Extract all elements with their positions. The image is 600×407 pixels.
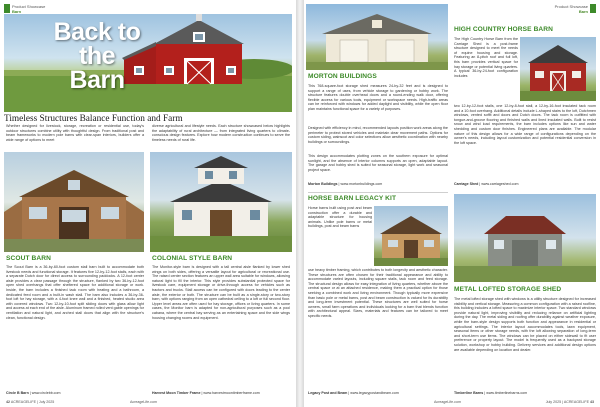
page-title: Back to the Barn	[53, 18, 141, 94]
red-barn-illustration	[4, 14, 292, 112]
left-footer: 42 ACREAGELIFE | July 2025	[6, 400, 55, 404]
legacy-body-wide: use heavy timber framing, which contributes to both longevity and aesthetic character. These structures are often chosen for their traditional appearance and ability to accommodate varied layouts, including square stalls, tack room and feed storage. The structural design allows for easy integration of living quarters, whether above the central space or at an attached residence, making them a practical option for those seeking a combined work and living environment. Though typically more expensive than basic pole or metal barns, post and beam construction is valued for its durability and long-term investment potential. These structures are well suited for horse owners, small farm operations and individuals looking for a barn that blends function with architectural appeal. Sizes, materials and features can be tailored to meet specific needs.	[308, 268, 448, 318]
morton-body-p3: This design accommodates plotting zones on the southern exposure for optimal sunlight, and the absence of interior columns supports an open, adaptable layout. The garage and hobby shed is suited for seasonal storage, light work and seasonal project space.	[308, 154, 448, 172]
right-header-magazine: Product Showcase	[554, 4, 588, 9]
right-footer-site: AcreageLife.com	[434, 400, 461, 404]
high-country-credit-url[interactable]: www.carriageshed.com	[481, 182, 519, 186]
metal-heading: METAL LOFTED STORAGE SHED	[454, 286, 562, 293]
legacy-body-narrow: Horse barns built using post and beam construction offer a durable and adaptable structure for housing animals. Unlike pole barns or metal buildings, post and beam barns	[308, 206, 372, 229]
divider-morton	[308, 192, 448, 193]
high-country-heading: HIGH COUNTRY HORSE BARN	[454, 26, 554, 33]
right-page	[304, 0, 600, 407]
left-header	[12, 4, 45, 14]
garage-shed-illustration	[306, 4, 448, 70]
colonial-credit-name: Harvest Moon Timber Frame	[152, 391, 201, 395]
high-country-body-wide: two 12-by-12-foot stalls, one 12-by-8-foot stall, a 12-by-16-foot insulated tack room and a 10-foot overhang. Additional details include L-shaped stairs to the loft, Dutchmen windows, vented soffit and doors and Dutch doors. The tack room is outfitted with tongue-and-groove flooring and finished walls and lined insulated walls. Built to resist snow and wind load requirements, the barn includes options like sun and water shedding and custom door finishes. Engineered plans are available. The modular nature of this design allows for a wide range of configurations depending on the owner's needs, including layout customization and potential residential conversion in the loft space.	[454, 104, 596, 145]
left-footer-page: 42	[6, 400, 10, 404]
metal-shed-illustration	[454, 194, 596, 282]
legacy-credit-url[interactable]: www.legacypostandbeam.com	[350, 391, 399, 395]
morton-heading: MORTON BUILDINGS	[308, 73, 377, 80]
colonial-body: The Monitor-style barn is designed with a tall central aisle flanked by lower shed wings on both sides, offering a versatile layout for agricultural or recreational use. The raised center section features an upper wall area suitable for windows, allowing natural light to fill the interior. This style provides substantial protected space for livestock care, equipment storage or drive-through access for vehicles such as tractors and trucks. Stall access can be configured with doors leading to the center aisle, the exterior or both. The structure can be built as a single-story or two-story barn, with options ranging from an open cathedral ceiling to a loft or full second floor. Upper level areas are often used for hay storage, offices or living quarters. In some cases, the Monitor barn is adapted for non-agricultural purposes such as a pool cabana, where the central bay serving as an entertaining space and the side wings housing changing rooms and equipment.	[152, 265, 290, 320]
left-footer-mag: ACREAGELIFE	[10, 400, 36, 404]
scout-body: The Scout Barn is a 36-by-60-foot custom stall barn built to accommodate both livestock needs and functional storage. It features five 12-by-12-foot stalls, each with a separate Dutch door for direct access to surrounding paddocks. A 12-foot center aisle provides a clear passage through the structure, flanked by two 36-by-12-foot open shed overhangs that offer sheltered space for additional storage or work. Inside, the barn includes a finished tack room with heating and a bathroom, a dedicated feed room and a built-in wash stall. The barn also includes a 36-by-36-foot loft for hay storage, with a 4-foot knee wall and a finished, heated studio area with covered windows. Two 12-by-10-foot split sliding doors with glass allow light and access at each end of the aisle. Aluminum framed rolled vent gable openings for ventilation and natural light, and arched stall doors that align with the structure's clean, functional design.	[6, 265, 144, 320]
spine-gutter	[296, 0, 304, 407]
left-header-magazine: Product Showcase	[12, 4, 46, 9]
right-header	[555, 4, 588, 14]
metal-credit-url[interactable]: www.timberlinebarns.com	[486, 391, 528, 395]
right-footer-mag: ACREAGELIFE	[563, 400, 589, 404]
intro-text-col1: Whether designed for livestock, storage, recreation or residential use, today's outdoor structures combine utility with thoughtful design. From traditional post and beam frameworks to modern pole barns with clear-span interiors, builders offer a wide range of options to meet	[6, 124, 144, 142]
scout-credit: Circle B Barn | www.circlebb.com	[6, 391, 61, 395]
hero-photo	[4, 14, 292, 112]
high-country-photo	[520, 37, 596, 101]
legacy-credit: Legacy Post and Beam | www.legacypostandbeam.com	[308, 391, 399, 395]
morton-credit-name: Morton Buildings	[308, 182, 338, 186]
morton-credit-url[interactable]: www.mortonbuildings.com	[340, 182, 383, 186]
colonial-barn-photo	[150, 152, 292, 252]
timber-barn-illustration	[4, 152, 144, 252]
metal-credit: Timberline Barns | www.timberlinebarns.com	[454, 391, 528, 395]
section-tag-marker-right	[590, 4, 596, 13]
right-header-section: Barn	[578, 9, 588, 14]
scout-heading: SCOUT BARN	[6, 255, 51, 262]
colonial-barn-illustration	[150, 152, 292, 252]
left-header-section: Barn	[12, 9, 22, 14]
section-tag-marker	[4, 4, 10, 13]
high-country-credit: Carriage Shed | www.carriageshed.com	[454, 182, 519, 186]
high-country-body-narrow: The High Country Horse Barn from the Carriage Shed is a post-frame structure designed to meet the needs of equine housing and storage. Featuring an 8-pitch roof and full loft, this barn provides vertical space for hay storage or potential living quarters. A typical 36-by-24-foot configuration includes	[454, 37, 518, 78]
colonial-credit: Harvest Moon Timber Frame | www.harvestmoontimberframe.com	[152, 391, 260, 395]
left-footer-date: July 2025	[38, 400, 55, 404]
morton-body-p1: This 768-square-foot storage shed measures 24-by-32 feet and is designed to support a range of uses, from vehicle storage to gardening or hobby work. The structure features double overhead doors and a round-ending walk door, offering flexible access for various tools, equipment or workspace needs. High-traffic areas can be reinforced with windows for added daylight and visibility, while the open floor plan maintains functional space for a variety of purposes.	[308, 84, 448, 111]
timber-horse-barn-illustration	[374, 206, 448, 266]
page-subtitle: Timeless Structures Balance Function and Farm	[4, 114, 183, 124]
metal-body: The metal lofted storage shed with windows is a utility structure designed for increased visibility and vertical storage. Measuring a common configuration with a raised roofline, this building includes a lofted space to maximize interior space. Two standard windows provide natural light, improving visibility and reducing reliance on artificial lighting during the day. The metal siding and roofing offer durability against weather exposure, while the barn-style design supports both function and appearance in residential or agricultural settings. The interior layout accommodates tools, lawn equipment, seasonal items or other storage needs, with the loft allowing separation of long-term and short-term use items. The windows can be placed on either sidewall to fit user preference or property layout. The model is frequently used as a backyard storage solution, workshop or hobby building. Delivery services and additional design options are available depending on location and dealer.	[454, 297, 596, 352]
legacy-heading: HORSE BARN LEGACY KIT	[308, 195, 397, 202]
left-page	[0, 0, 296, 407]
legacy-credit-name: Legacy Post and Beam	[308, 391, 348, 395]
morton-photo	[306, 4, 448, 70]
metal-credit-name: Timberline Barns	[454, 391, 484, 395]
high-country-credit-name: Carriage Shed	[454, 182, 479, 186]
metal-shed-photo	[454, 194, 596, 282]
scout-barn-photo	[4, 152, 144, 252]
left-footer-site: AcreageLife.com	[130, 400, 157, 404]
colonial-credit-url[interactable]: www.harvestmoontimberframe.com	[203, 391, 260, 395]
intro-text-col2: diverse agricultural and lifestyle needs. Each structure showcased below highlights the adaptability of rural architecture — from integrated living quarters to climate-conscious design features. Explore how modern construction continues to serve the timeless needs of rural life.	[152, 124, 290, 142]
red-horse-barn-illustration	[520, 37, 596, 101]
scout-credit-url[interactable]: www.circlebb.com	[31, 391, 61, 395]
colonial-heading: COLONIAL STYLE BARN	[152, 255, 233, 262]
legacy-photo	[374, 206, 448, 266]
morton-body-p2: Designed with efficiency in mind, recommended layouts position work areas along the perimeter to protect stored vehicles and maintain clear movement paths. Options for custom siding, wainscot and color selections allow aesthetic coordination with nearby buildings or surroundings.	[308, 126, 448, 144]
scout-credit-name: Circle B Barn	[6, 391, 29, 395]
right-footer-date: July 2025	[545, 400, 562, 404]
right-footer: July 2025 | ACREAGELIFE 43	[545, 400, 594, 404]
morton-credit: Morton Buildings | www.mortonbuildings.com	[308, 182, 383, 186]
right-footer-page: 43	[590, 400, 594, 404]
